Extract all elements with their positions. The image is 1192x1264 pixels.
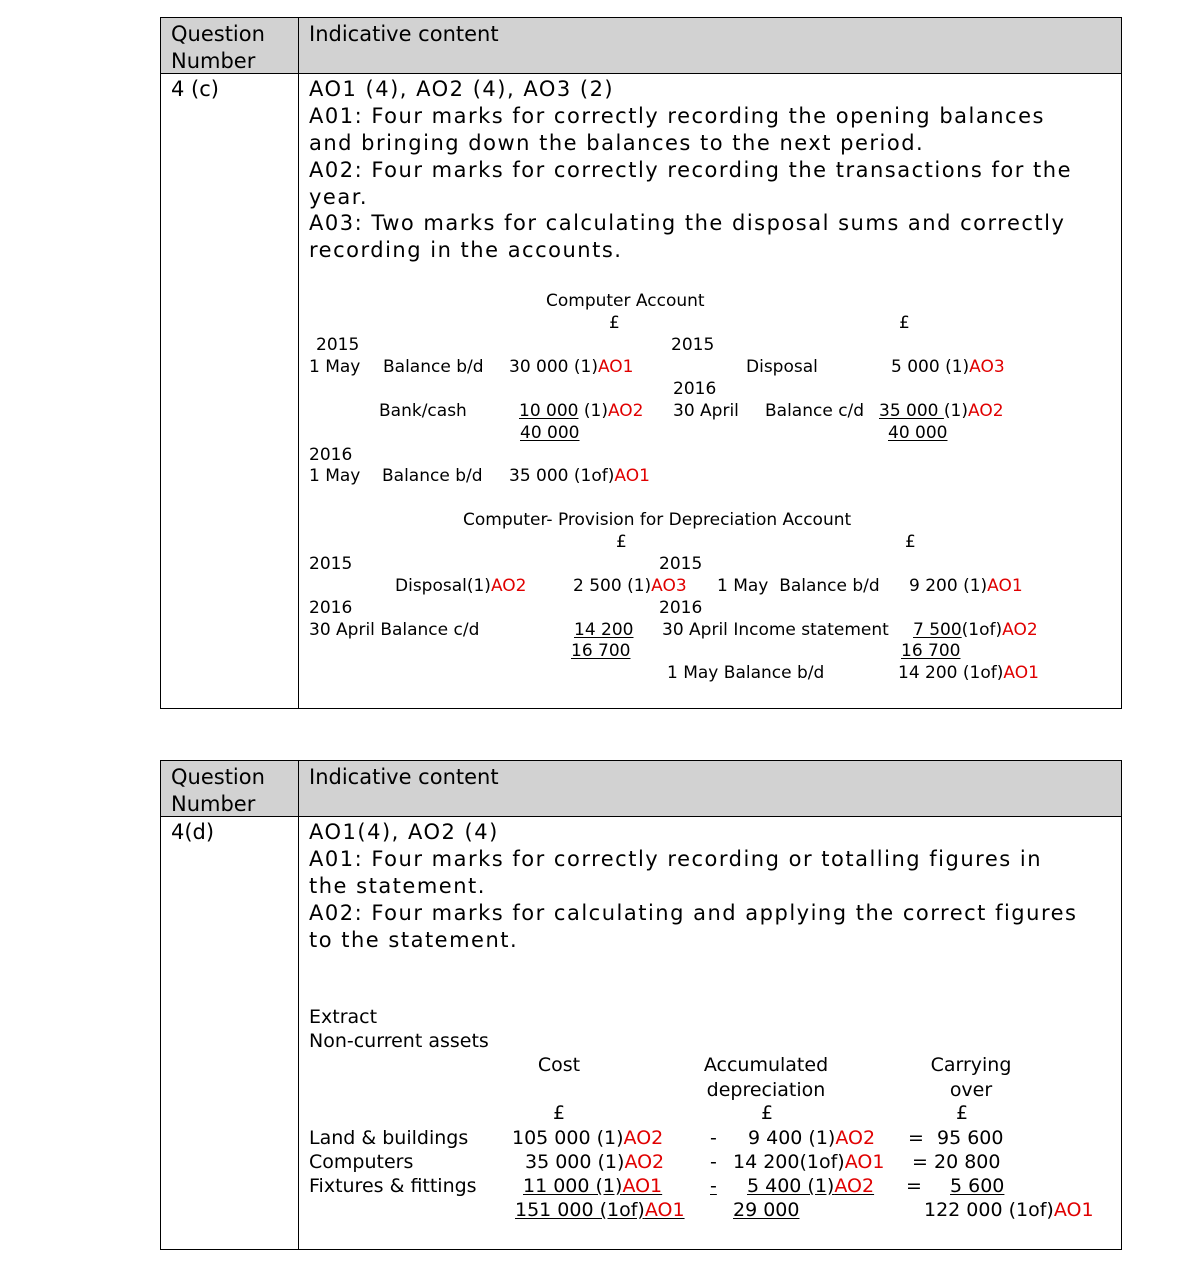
entry-amount: 7 500(1of)AO2 [913, 620, 1038, 640]
entry-total: 40 000 [888, 423, 948, 443]
intro-line: the statement. [309, 874, 486, 898]
pound-sign: £ [760, 1102, 774, 1124]
year-label: 2015 [659, 554, 703, 574]
question-4c-table [160, 17, 1122, 709]
intro-line: A01: Four marks for correctly recording the opening balances [309, 104, 1045, 128]
intro-line: and bringing down the balances to the next period. [309, 131, 925, 155]
entry-amount: 5 000 (1)AO3 [891, 357, 1005, 377]
minus-sign: - [710, 1175, 717, 1197]
col-header-accumulated: Accumulated depreciation [703, 1054, 829, 1101]
intro-line: A02: Four marks for calculating and applying the correct figures [309, 901, 1078, 925]
question-number: 4 (c) [171, 77, 219, 101]
total-carrying: 122 000 (1of)AO1 [924, 1199, 1094, 1221]
entry-desc: Disposal [746, 357, 818, 377]
asset-accumulated: 14 200(1of)AO1 [733, 1151, 885, 1173]
asset-cost: 35 000 (1)AO2 [525, 1151, 665, 1173]
entry-amount: 14 200 (1of)AO1 [898, 663, 1039, 683]
entry-desc: 1 May Balance b/d [717, 576, 880, 596]
asset-carrying: 5 600 [950, 1175, 1005, 1197]
intro-line: A02: Four marks for correctly recording the transactions for the [309, 158, 1073, 182]
entry-amount: 35 000 (1of)AO1 [509, 466, 650, 486]
pound-sign: £ [955, 1102, 969, 1124]
minus-sign: - [710, 1151, 717, 1173]
col-header-cost: Cost [537, 1054, 581, 1076]
pound-sign: £ [552, 1102, 566, 1124]
asset-cost: 105 000 (1)AO2 [512, 1127, 664, 1149]
question-4d-table [160, 760, 1122, 1250]
total-accumulated: 29 000 [733, 1199, 800, 1221]
equals-sign: = [912, 1151, 928, 1173]
header-question-number: Question Number [171, 765, 265, 816]
year-label: 2016 [673, 379, 717, 399]
entry-desc: Balance b/d [383, 357, 484, 377]
pound-sign: £ [616, 532, 627, 552]
entry-desc: Balance c/d [765, 401, 865, 421]
date-label: 1 May [309, 466, 361, 486]
extract-subtitle: Non-current assets [309, 1030, 489, 1052]
entry-desc: Disposal(1)AO2 [395, 576, 527, 596]
date-label: 30 April [673, 401, 739, 421]
asset-accumulated: 5 400 (1)AO2 [747, 1175, 875, 1197]
pound-sign: £ [899, 313, 910, 333]
asset-accumulated: 9 400 (1)AO2 [748, 1127, 876, 1149]
year-label: 2015 [316, 335, 360, 355]
entry-desc: Bank/cash [379, 401, 467, 421]
equals-sign: = [908, 1127, 924, 1149]
date-label: 1 May [309, 357, 361, 377]
question-number: 4(d) [171, 820, 215, 844]
pound-sign: £ [609, 313, 620, 333]
intro-line: AO1(4), AO2 (4) [309, 820, 499, 844]
year-label: 2016 [309, 598, 353, 618]
header-indicative-content: Indicative content [309, 765, 499, 789]
entry-amount: 30 000 (1)AO1 [509, 357, 634, 377]
intro-line: to the statement. [309, 928, 519, 952]
entry-amount: 14 200 [574, 620, 634, 640]
entry-total: 16 700 [901, 641, 961, 661]
pound-sign: £ [905, 532, 916, 552]
intro-line: A03: Two marks for calculating the disposal sums and correctly [309, 211, 1066, 235]
minus-sign: - [710, 1127, 717, 1149]
equals-sign: = [906, 1175, 922, 1197]
header-question-number: Question Number [171, 22, 265, 73]
year-label: 2016 [309, 445, 353, 465]
year-label: 2015 [309, 554, 353, 574]
entry-desc: 1 May Balance b/d [667, 663, 825, 683]
asset-carrying: 20 800 [934, 1151, 1001, 1173]
year-label: 2015 [671, 335, 715, 355]
intro-line: AO1 (4), AO2 (4), AO3 (2) [309, 77, 615, 101]
entry-amount: 10 000 (1)AO2 [519, 401, 644, 421]
header-indicative-content: Indicative content [309, 22, 499, 46]
entry-desc: 30 April Income statement [662, 620, 889, 640]
asset-carrying: 95 600 [937, 1127, 1004, 1149]
entry-desc: Balance b/d [382, 466, 483, 486]
asset-cost: 11 000 (1)AO1 [523, 1175, 663, 1197]
year-label: 2016 [659, 598, 703, 618]
asset-label: Computers [309, 1151, 414, 1173]
extract-title: Extract [309, 1006, 378, 1028]
intro-line: A01: Four marks for correctly recording or totalling figures in [309, 847, 1043, 871]
provision-account-title: Computer- Provision for Depreciation Account [463, 510, 852, 530]
total-cost: 151 000 (1of)AO1 [515, 1199, 685, 1221]
col-header-carrying: Carrying over [930, 1054, 1012, 1101]
entry-amount: 35 000 (1)AO2 [879, 401, 1004, 421]
asset-label: Land & buildings [309, 1127, 469, 1149]
intro-line: recording in the accounts. [309, 238, 623, 262]
entry-desc: 30 April Balance c/d [309, 620, 480, 640]
entry-amount: 9 200 (1)AO1 [909, 576, 1023, 596]
table-header [161, 18, 1121, 74]
entry-total: 40 000 [520, 423, 580, 443]
asset-label: Fixtures & fittings [309, 1175, 477, 1197]
computer-account-title: Computer Account [546, 291, 705, 311]
table-header [161, 761, 1121, 817]
entry-total: 16 700 [571, 641, 631, 661]
intro-line: year. [309, 185, 369, 209]
entry-amount: 2 500 (1)AO3 [573, 576, 687, 596]
